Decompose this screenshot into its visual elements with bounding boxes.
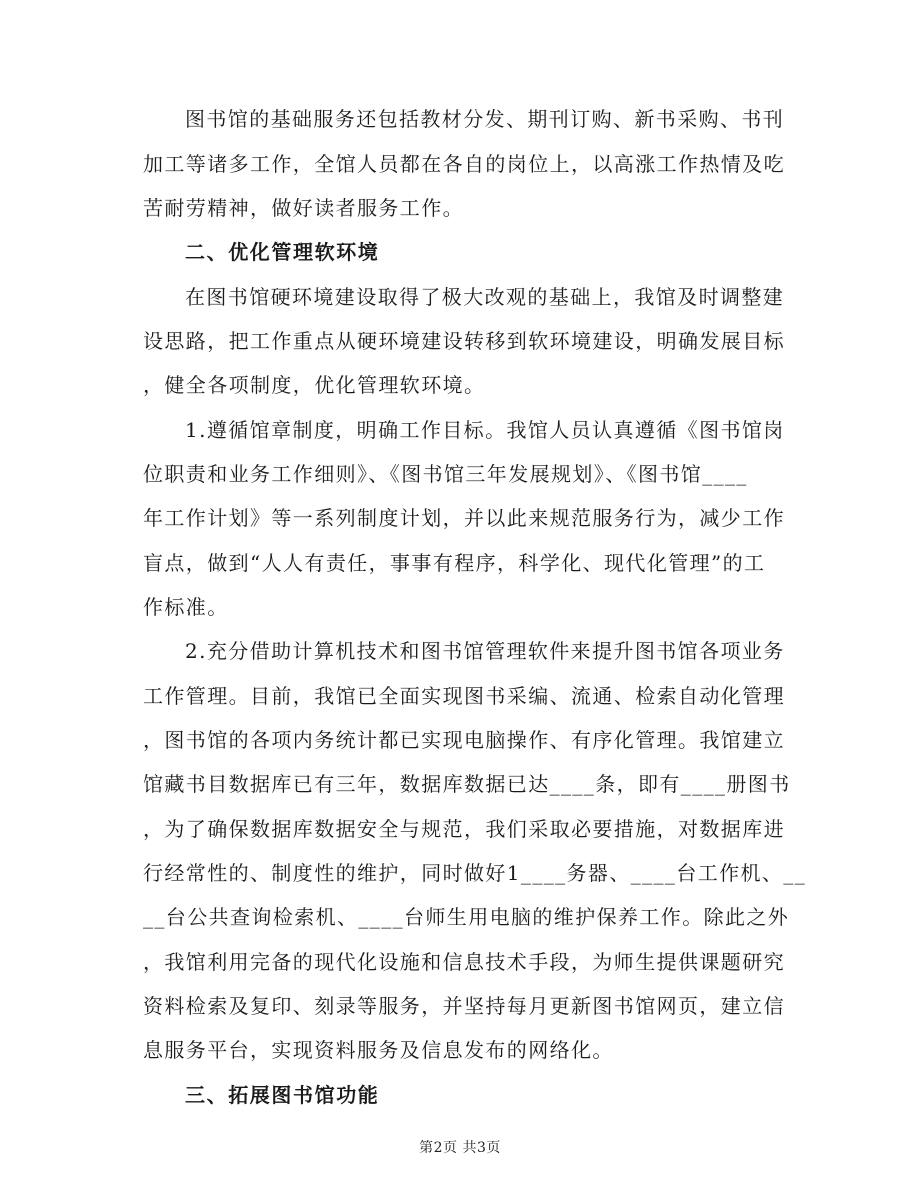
body-line: 图书馆的基础服务还包括教材分发、期刊订购、新书采购、书刊: [185, 107, 785, 131]
body-line: 作标准。: [143, 595, 229, 619]
body-line: 设思路，把工作重点从硬环境建设转移到软环境建设，明确发展目标: [143, 329, 785, 353]
body-line: ，为了确保数据库数据安全与规范，我们采取必要措施，对数据库进: [143, 817, 785, 841]
body-line: 2.充分借助计算机技术和图书馆管理软件来提升图书馆各项业务: [185, 639, 785, 663]
body-line: 盲点，做到“人人有责任，事事有程序，科学化、现代化管理”的工: [143, 551, 766, 575]
body-line: ，我馆利用完备的现代化设施和信息技术手段，为师生提供课题研究: [143, 950, 785, 974]
body-line: 工作管理。目前，我馆已全面实现图书采编、流通、检索自动化管理: [143, 684, 785, 708]
body-line: 年工作计划》等一系列制度计划，并以此来规范服务行为，减少工作: [143, 506, 785, 530]
body-line: 1.遵循馆章制度，明确工作目标。我馆人员认真遵循《图书馆岗: [185, 418, 785, 442]
body-line: 馆藏书目数据库已有三年，数据库数据已达____条，即有____册图书: [143, 772, 791, 796]
page-footer: 第2页 共3页: [419, 1140, 501, 1156]
body-line: __台公共查询检索机、____台师生用电脑的维护保养工作。除此之外: [143, 905, 790, 929]
body-line: 息服务平台，实现资料服务及信息发布的网络化。: [143, 1038, 614, 1062]
body-line: 加工等诸多工作，全馆人员都在各自的岗位上，以高涨工作热情及吃: [143, 152, 785, 176]
body-line: 资料检索及复印、刻录等服务，并坚持每月更新图书馆网页，建立信: [143, 994, 785, 1018]
body-line: 在图书馆硬环境建设取得了极大改观的基础上，我馆及时调整建: [185, 285, 785, 309]
body-line: 行经常性的、制度性的维护，同时做好1____务器、____台工作机、__: [143, 861, 807, 885]
body-line: 苦耐劳精神，做好读者服务工作。: [143, 196, 464, 220]
body-line: ，健全各项制度，优化管理软环境。: [143, 373, 486, 397]
section-heading: 二、优化管理软环境: [185, 240, 380, 264]
body-line: 位职责和业务工作细则》、《图书馆三年发展规划》、《图书馆____: [143, 462, 748, 486]
section-heading: 三、拓展图书馆功能: [185, 1083, 380, 1107]
body-line: ，图书馆的各项内务统计都已实现电脑操作、有序化管理。我馆建立: [143, 728, 785, 752]
